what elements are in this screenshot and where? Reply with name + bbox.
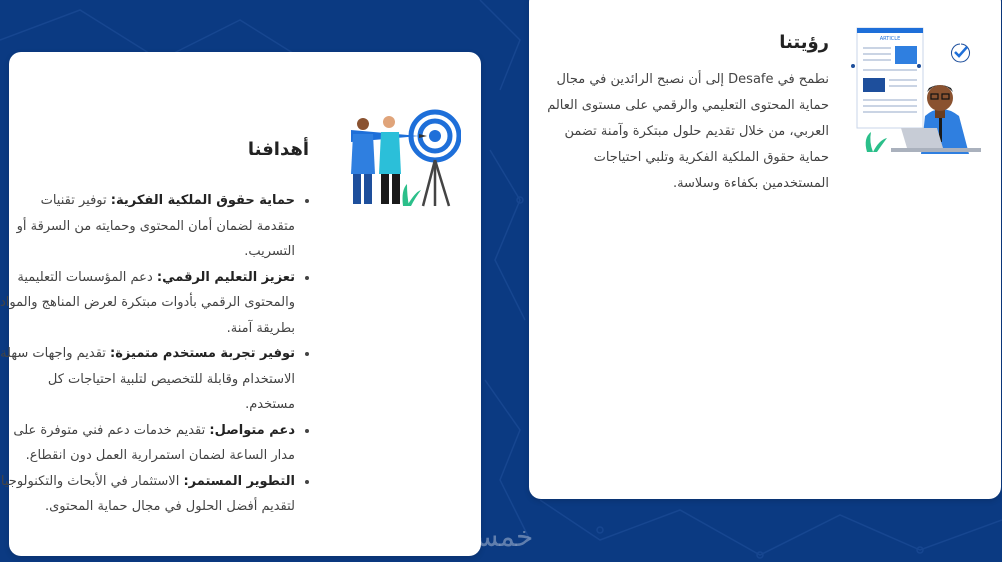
list-item	[0, 341, 295, 418]
vision-title: رؤيتنا	[779, 32, 829, 53]
goal-text: الاستثمار في الأبحاث والتكنولوجيا لتقديم أفضل الحلول في مجال حماية المحتوى.	[0, 473, 295, 514]
goal-text: تقديم واجهات سهلة الاستخدام وقابلة للتخصيص لتلبية احتياجات كل مستخدم.	[0, 346, 295, 412]
article-label: ARTICLE	[879, 36, 901, 42]
goal-heading: توفير تجربة مستخدم متميزة:	[110, 346, 295, 361]
goal-heading: حماية حقوق الملكية الفكرية:	[110, 193, 295, 208]
goal-heading: التطوير المستمر:	[183, 473, 295, 489]
goal-text: توفير تقنيات متقدمة لضمان أمان المحتوى وحمايته من السرقة أو التسريب.	[16, 193, 295, 259]
list-item	[0, 469, 295, 520]
vision-text: نطمح في Desafe إلى أن نصبح الرائدين في مجال حماية المحتوى التعليمي والرقمي على مستوى العالم العربي، من خلال تقديم حلول مبتكرة وآمنة تضمن حماية حقوق الملكية الفكرية وتلبي احتياجات المستخدمين بكفاءة وسلاسة.	[547, 72, 829, 191]
goal-heading: دعم متواصل:	[209, 422, 295, 438]
person-laptop-article-icon	[851, 26, 981, 158]
watermark-logo: خمسات	[440, 520, 534, 553]
team-target-icon	[331, 82, 461, 212]
list-item	[0, 265, 295, 342]
goal-text: تقديم خدمات دعم فني متوفرة على مدار الساعة لضمان استمرارية العمل دون انقطاع.	[13, 422, 295, 463]
goals-card	[0, 52, 481, 556]
goal-text: دعم المؤسسات التعليمية والمحتوى الرقمي بأدوات مبتكرة لعرض المناهج والمواد بطريقة آمنة.	[0, 269, 295, 336]
vision-card	[529, 0, 1001, 499]
list-item	[0, 188, 295, 265]
goals-title: أهدافنا	[247, 139, 309, 160]
goal-heading: تعزيز التعليم الرقمي:	[156, 269, 295, 285]
list-item	[0, 418, 295, 469]
goals-list	[0, 188, 313, 520]
